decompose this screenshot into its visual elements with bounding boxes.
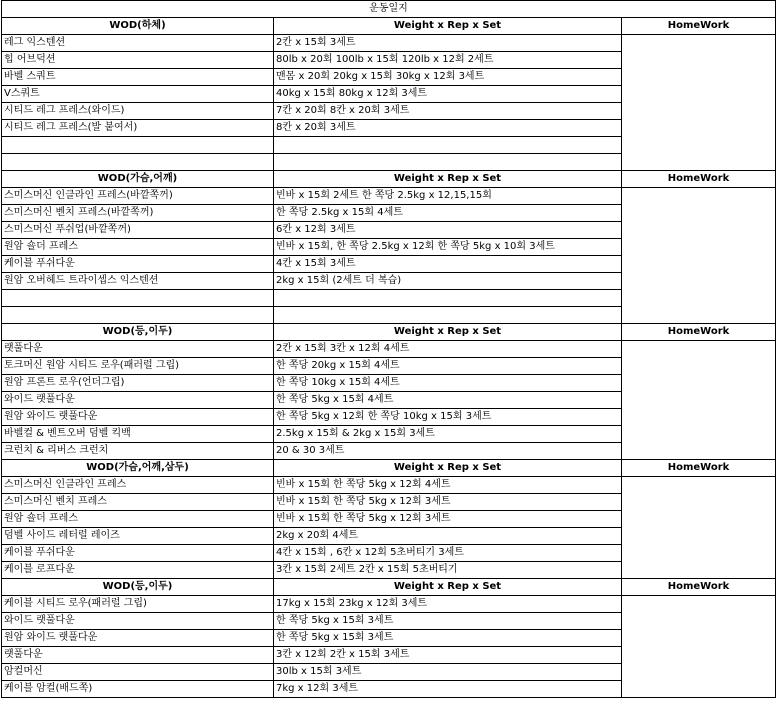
exercise-cell[interactable]: [2, 154, 274, 171]
weight-rep-set-cell[interactable]: [274, 290, 622, 307]
exercise-cell[interactable]: 바벨컬 & 벤트오버 덤벨 킥백: [2, 426, 274, 443]
weight-rep-set-cell[interactable]: 7kg x 12회 3세트: [274, 681, 622, 698]
weight-rep-set-cell[interactable]: 8칸 x 20회 3세트: [274, 120, 622, 137]
exercise-cell[interactable]: 랫풀다운: [2, 341, 274, 358]
exercise-cell[interactable]: 와이드 랫풀다운: [2, 613, 274, 630]
weight-rep-set-cell[interactable]: 30lb x 15회 3세트: [274, 664, 622, 681]
weight-rep-set-cell[interactable]: 2칸 x 15회 3칸 x 12회 4세트: [274, 341, 622, 358]
homework-cell[interactable]: [622, 477, 776, 579]
weight-rep-set-cell[interactable]: 한 쪽당 5kg x 15회 3세트: [274, 630, 622, 647]
weight-rep-set-cell[interactable]: [274, 137, 622, 154]
weight-rep-set-cell[interactable]: 2kg x 20회 4세트: [274, 528, 622, 545]
exercise-cell[interactable]: 케이블 로프다운: [2, 562, 274, 579]
exercise-cell[interactable]: 원암 와이드 랫풀다운: [2, 630, 274, 647]
weight-rep-set-cell[interactable]: 한 쪽당 5kg x 15회 3세트: [274, 613, 622, 630]
exercise-cell[interactable]: [2, 307, 274, 324]
weight-rep-set-cell[interactable]: 한 쪽당 20kg x 15회 4세트: [274, 358, 622, 375]
table-row: [2, 596, 776, 613]
section-header-row: [2, 18, 776, 35]
exercise-cell[interactable]: 원암 숄더 프레스: [2, 239, 274, 256]
section-header-homework: HomeWork: [622, 18, 776, 35]
weight-rep-set-cell[interactable]: 한 쪽당 2.5kg x 15회 4세트: [274, 205, 622, 222]
weight-rep-set-cell[interactable]: 빈바 x 15회 한 쪽당 5kg x 12회 4세트: [274, 477, 622, 494]
table-row: [2, 477, 776, 494]
section-header-homework: HomeWork: [622, 579, 776, 596]
weight-rep-set-cell[interactable]: 4칸 x 15회 3세트: [274, 256, 622, 273]
weight-rep-set-cell[interactable]: [274, 307, 622, 324]
weight-rep-set-cell[interactable]: 빈바 x 15회 2세트 한 쪽당 2.5kg x 12,15,15회: [274, 188, 622, 205]
weight-rep-set-cell[interactable]: 40kg x 15회 80kg x 12회 3세트: [274, 86, 622, 103]
weight-rep-set-cell[interactable]: 3칸 x 12회 2칸 x 15회 3세트: [274, 647, 622, 664]
section-header-exercise: WOD(가슴,어깨): [2, 171, 274, 188]
exercise-cell[interactable]: 랫풀다운: [2, 647, 274, 664]
exercise-cell[interactable]: 스미스머신 인클라인 프레스(바깥쪽꺼): [2, 188, 274, 205]
weight-rep-set-cell[interactable]: 2칸 x 15회 3세트: [274, 35, 622, 52]
weight-rep-set-cell[interactable]: 4칸 x 15회 , 6칸 x 12회 5초버티기 3세트: [274, 545, 622, 562]
weight-rep-set-cell[interactable]: 80lb x 20회 100lb x 15회 120lb x 12회 2세트: [274, 52, 622, 69]
section-header-row: [2, 171, 776, 188]
exercise-cell[interactable]: 와이드 랫풀다운: [2, 392, 274, 409]
exercise-cell[interactable]: 덤벨 사이드 레터럴 레이즈: [2, 528, 274, 545]
workout-log-body: [2, 1, 776, 698]
section-header-weight: Weight x Rep x Set: [274, 18, 622, 35]
exercise-cell[interactable]: 레그 익스텐션: [2, 35, 274, 52]
exercise-cell[interactable]: 원암 와이드 랫풀다운: [2, 409, 274, 426]
exercise-cell[interactable]: 시티드 레그 프레스(와이드): [2, 103, 274, 120]
weight-rep-set-cell[interactable]: 2kg x 15회 (2세트 더 복습): [274, 273, 622, 290]
section-header-exercise: WOD(등,이두): [2, 324, 274, 341]
weight-rep-set-cell[interactable]: [274, 154, 622, 171]
exercise-cell[interactable]: 스미스머신 벤치 프레스: [2, 494, 274, 511]
section-header-row: [2, 460, 776, 477]
exercise-cell[interactable]: 힙 어브덕션: [2, 52, 274, 69]
section-header-weight: Weight x Rep x Set: [274, 579, 622, 596]
weight-rep-set-cell[interactable]: 3칸 x 15회 2세트 2칸 x 15회 5초버티기: [274, 562, 622, 579]
workout-log-table: [1, 0, 776, 698]
weight-rep-set-cell[interactable]: 한 쪽당 5kg x 12회 한 쪽당 10kg x 15회 3세트: [274, 409, 622, 426]
exercise-cell[interactable]: [2, 290, 274, 307]
log-title: 운동일지: [2, 1, 776, 18]
weight-rep-set-cell[interactable]: 빈바 x 15회 한 쪽당 5kg x 12회 3세트: [274, 511, 622, 528]
weight-rep-set-cell[interactable]: 빈바 x 15회, 한 쪽당 2.5kg x 12회 한 쪽당 5kg x 10회 3세트: [274, 239, 622, 256]
homework-cell[interactable]: [622, 35, 776, 171]
table-row: [2, 188, 776, 205]
section-header-exercise: WOD(하체): [2, 18, 274, 35]
homework-cell[interactable]: [622, 188, 776, 324]
weight-rep-set-cell[interactable]: 빈바 x 15회 한 쪽당 5kg x 12회 3세트: [274, 494, 622, 511]
homework-cell[interactable]: [622, 596, 776, 698]
section-header-weight: Weight x Rep x Set: [274, 324, 622, 341]
exercise-cell[interactable]: 토크머신 원암 시티드 로우(패러럴 그립): [2, 358, 274, 375]
table-row: [2, 341, 776, 358]
weight-rep-set-cell[interactable]: 한 쪽당 10kg x 15회 4세트: [274, 375, 622, 392]
section-header-row: [2, 579, 776, 596]
exercise-cell[interactable]: [2, 137, 274, 154]
section-header-weight: Weight x Rep x Set: [274, 171, 622, 188]
homework-cell[interactable]: [622, 341, 776, 460]
weight-rep-set-cell[interactable]: 2.5kg x 15회 & 2kg x 15회 3세트: [274, 426, 622, 443]
exercise-cell[interactable]: 케이블 시티드 로우(패러럴 그립): [2, 596, 274, 613]
weight-rep-set-cell[interactable]: 한 쪽당 5kg x 15회 4세트: [274, 392, 622, 409]
title-row: [2, 1, 776, 18]
section-header-weight: Weight x Rep x Set: [274, 460, 622, 477]
exercise-cell[interactable]: 바벨 스쿼트: [2, 69, 274, 86]
exercise-cell[interactable]: 스미스머신 인클라인 프레스: [2, 477, 274, 494]
section-header-exercise: WOD(가슴,어깨,삼두): [2, 460, 274, 477]
exercise-cell[interactable]: 스미스머신 벤치 프레스(바깥쪽꺼): [2, 205, 274, 222]
section-header-homework: HomeWork: [622, 171, 776, 188]
section-header-exercise: WOD(등,이두): [2, 579, 274, 596]
weight-rep-set-cell[interactable]: 7칸 x 20회 8칸 x 20회 3세트: [274, 103, 622, 120]
table-row: [2, 35, 776, 52]
section-header-homework: HomeWork: [622, 460, 776, 477]
exercise-cell[interactable]: 원암 숄더 프레스: [2, 511, 274, 528]
section-header-row: [2, 324, 776, 341]
exercise-cell[interactable]: 케이블 암컬(배드쪽): [2, 681, 274, 698]
exercise-cell[interactable]: 암컬머신: [2, 664, 274, 681]
weight-rep-set-cell[interactable]: 맨몸 x 20회 20kg x 15회 30kg x 12회 3세트: [274, 69, 622, 86]
exercise-cell[interactable]: 시티드 레그 프레스(발 붙여서): [2, 120, 274, 137]
exercise-cell[interactable]: 케이블 푸쉬다운: [2, 256, 274, 273]
section-header-homework: HomeWork: [622, 324, 776, 341]
exercise-cell[interactable]: V스쿼트: [2, 86, 274, 103]
weight-rep-set-cell[interactable]: 20 & 30 3세트: [274, 443, 622, 460]
exercise-cell[interactable]: 원암 오버헤드 트라이셉스 익스텐션: [2, 273, 274, 290]
weight-rep-set-cell[interactable]: 6칸 x 12회 3세트: [274, 222, 622, 239]
weight-rep-set-cell[interactable]: 17kg x 15회 23kg x 12회 3세트: [274, 596, 622, 613]
exercise-cell[interactable]: 스미스머신 푸쉬업(바깥쪽꺼): [2, 222, 274, 239]
exercise-cell[interactable]: 케이블 푸쉬다운: [2, 545, 274, 562]
exercise-cell[interactable]: 원암 프론트 로우(언더그립): [2, 375, 274, 392]
exercise-cell[interactable]: 크런치 & 리버스 크런치: [2, 443, 274, 460]
